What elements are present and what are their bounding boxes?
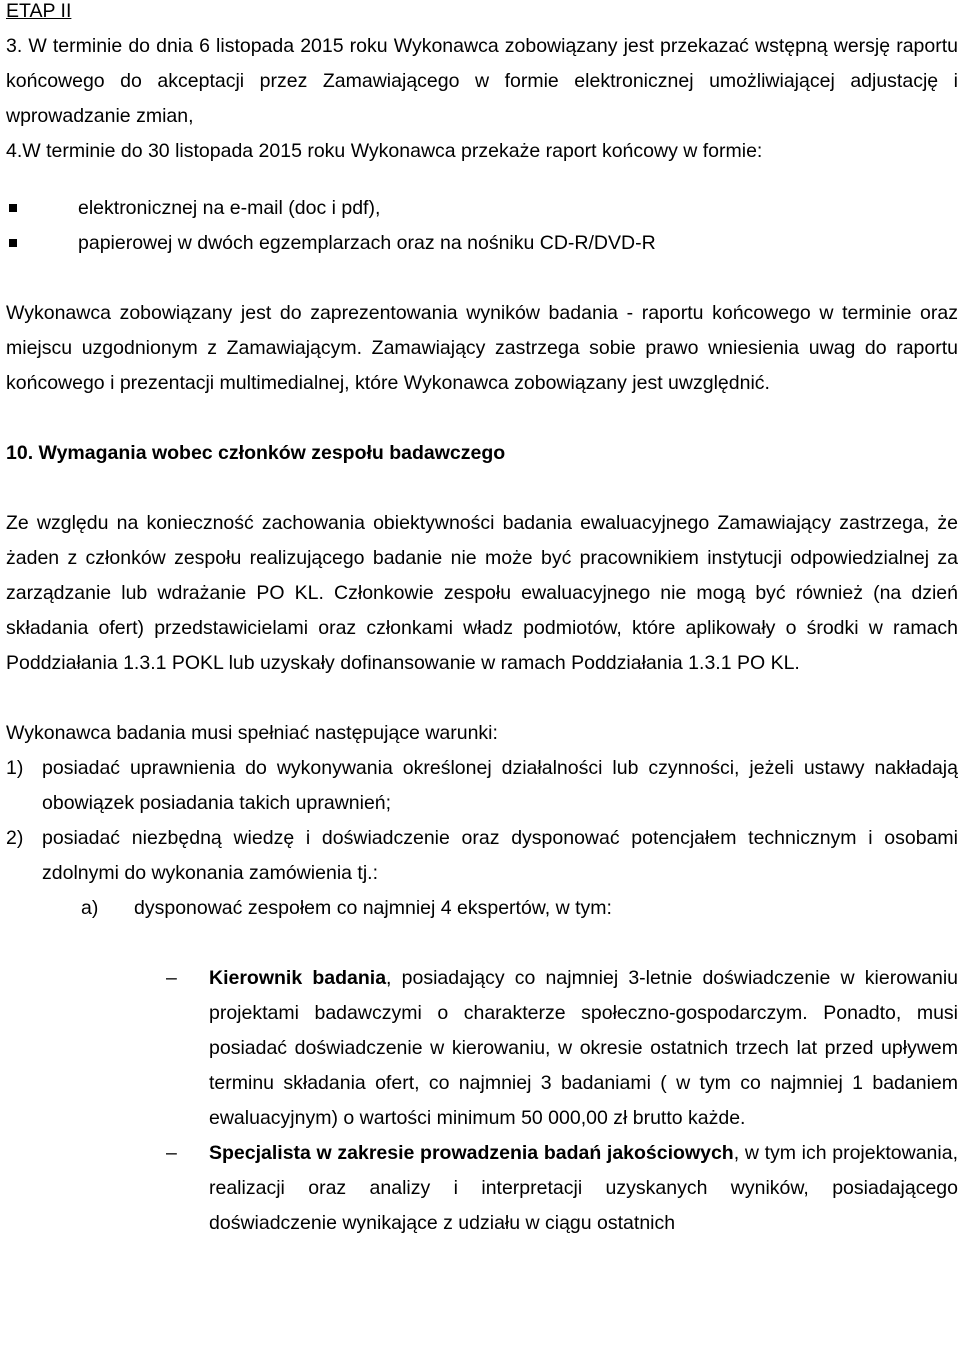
subpoint-a xyxy=(6,891,958,926)
subpoint-text: dysponować zespołem co najmniej 4 ekspertów, w tym: xyxy=(134,897,612,919)
objectivity-paragraph: Ze względu na konieczność zachowania obiektywności badania ewaluacyjnego Zamawiający zastrzega, że żaden z członków zespołu realizującego badanie nie może być pracownikiem instytucji odpowiedzialnej za zarządzanie lub wdrażanie PO KL. Członkowie zespołu ewaluacyjnego nie mogą być również (na dzień składania ofert) przedstawicielami oraz członkami władz podmiotów, które aplikowały o środki w ramach Poddziałania 1.3.1 POKL lub uzyskały dofinansowanie w ramach Poddziałania 1.3.1 PO KL. xyxy=(6,512,958,674)
list-item xyxy=(6,961,958,1136)
dash-bullet: – xyxy=(166,1142,177,1164)
spacer xyxy=(6,471,958,506)
report-forms-list xyxy=(6,191,958,261)
spacer xyxy=(6,401,958,436)
list-item xyxy=(6,751,958,821)
list-item-number: 2) xyxy=(6,827,24,849)
spacer xyxy=(6,681,958,716)
list-item-text: posiadać uprawnienia do wykonywania określonej działalności lub czynności, jeżeli ustawy nakładają obowiązek posiadania takich uprawnień; xyxy=(42,757,958,814)
stage-heading: ETAP II xyxy=(6,0,72,22)
list-item xyxy=(6,1136,958,1241)
square-bullet-icon xyxy=(9,204,17,212)
spacer xyxy=(6,926,958,961)
list-item xyxy=(6,191,958,226)
list-item xyxy=(6,226,958,261)
square-bullet-icon xyxy=(9,239,17,247)
list-item-text: elektronicznej na e-mail (doc i pdf), xyxy=(78,197,381,219)
expert-title: Specjalista w zakresie prowadzenia badań jakościowych xyxy=(209,1142,734,1164)
list-item-number: 1) xyxy=(6,757,24,779)
point-4: 4.W terminie do 30 listopada 2015 roku Wykonawca przekaże raport końcowy w formie: xyxy=(6,140,763,162)
presentation-paragraph: Wykonawca zobowiązany jest do zaprezentowania wyników badania - raportu końcowego w terminie oraz miejscu uzgodnionym z Zamawiającym. Zamawiający zastrzega sobie prawo wniesienia uwag do raportu końcowego i prezentacji multimedialnej, które Wykonawca zobowiązany jest uwzględnić. xyxy=(6,302,958,394)
spacer xyxy=(6,261,958,296)
dash-bullet: – xyxy=(166,967,177,989)
experts-list xyxy=(6,961,958,1241)
conditions-list xyxy=(6,751,958,891)
expert-description: , w tym ich projektowania, realizacji oraz analizy i interpretacji uzyskanych wyników, posiadającego doświadczenie wynikające z udziału w ciągu ostatnich xyxy=(209,1142,958,1234)
conditions-intro: Wykonawca badania musi spełniać następujące warunki: xyxy=(6,722,498,744)
point-3: 3. W terminie do dnia 6 listopada 2015 roku Wykonawca zobowiązany jest przekazać wstępną wersję raportu końcowego do akceptacji przez Zamawiającego w formie elektronicznej umożliwiającej adjustację i wprowadzanie zmian, xyxy=(6,35,958,127)
section-10-heading: 10. Wymagania wobec członków zespołu badawczego xyxy=(6,442,506,464)
subpoint-letter: a) xyxy=(81,897,99,919)
list-item-text: papierowej w dwóch egzemplarzach oraz na nośniku CD-R/DVD-R xyxy=(78,232,656,254)
spacer xyxy=(6,169,958,191)
expert-title: Kierownik badania xyxy=(209,967,387,989)
list-item-text: posiadać niezbędną wiedzę i doświadczenie oraz dysponować potencjałem technicznym i osobami zdolnymi do wykonania zamówienia tj.: xyxy=(42,827,958,884)
list-item xyxy=(6,821,958,891)
document-page xyxy=(6,0,958,1241)
expert-description: , posiadający co najmniej 3-letnie doświadczenie w kierowaniu projektami badawczymi o charakterze społeczno-gospodarczym. Ponadto, musi posiadać doświadczenie w kierowaniu, w okresie ostatnich trzech lat przed upływem terminu składania ofert, co najmniej 3 badaniami ( w tym co najmniej 1 badaniem ewaluacyjnym) o wartości minimum 50 000,00 zł brutto każde. xyxy=(209,967,958,1129)
